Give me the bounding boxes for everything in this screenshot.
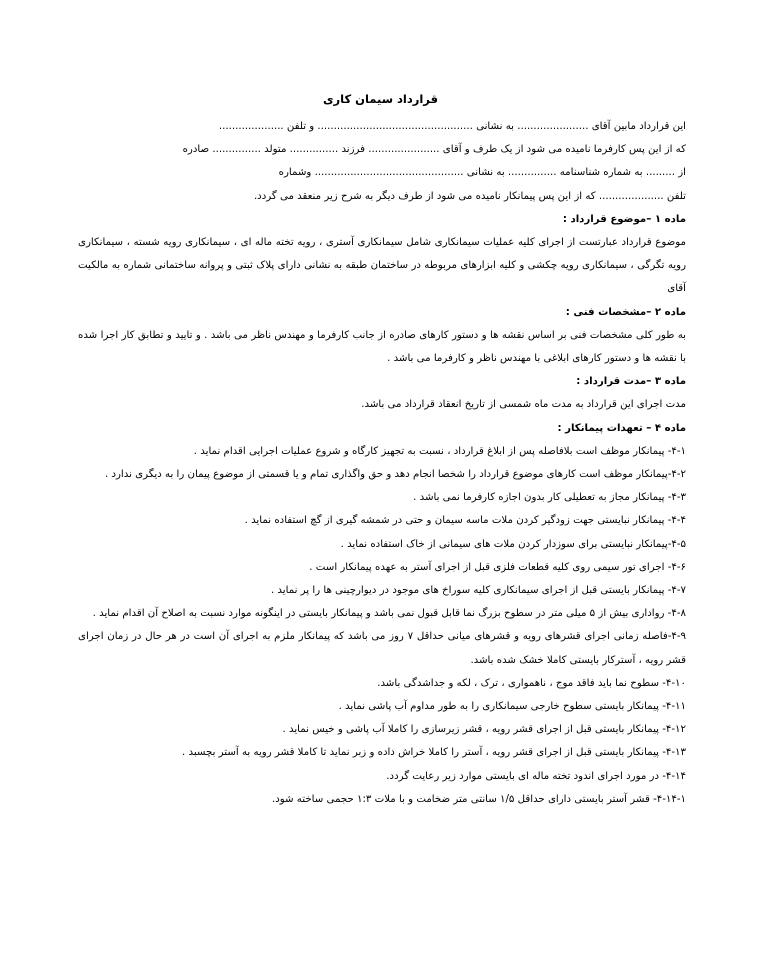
article-4-heading: ماده ۴ – تعهدات پیمانکار : xyxy=(557,422,686,434)
parties-line-4: تلفن .................... که از این پس پیمانکار نامیده می شود از طرف دیگر به شرح زیر منعقد می گردد. xyxy=(253,190,686,202)
parties-line-3: از ......... به شماره شناسنامه ............... به نشانی .............................................. وشماره xyxy=(278,167,686,179)
article-4-item: ۴-۱- پیمانکار موظف است بلافاصله پس از ابلاغ قرارداد ، نسبت به تجهیز کارگاه و شروع عملیات اجرایی اقدام نماید . xyxy=(193,445,686,457)
article-4-item: ۴-۹-فاصله زمانی اجرای قشرهای رویه و قشرهای میانی حداقل ۷ روز می باشد که پیمانکار ملزم به اجرای آن است در هر حال در زمان اجرای قشر رویه ، آسترکار بایستی کاملا خشک شده باشد. xyxy=(78,631,686,666)
article-4-item: ۴-۴- پیمانکار نبایستی جهت زودگیر کردن ملات ماسه سیمان و حتی در شمشه گیری از گچ استفاده نماید . xyxy=(244,515,686,527)
parties-line-2: که از این پس کارفرما نامیده می شود از یک طرف و آقای ...................... فرزند ............... متولد ............... صادره xyxy=(182,144,686,156)
article-4-item: ۴-۸- رواداری بیش از ۵ میلی متر در سطوح بزرگ نما قابل قبول نمی باشد و پیمانکار بایستی در اینگونه موارد نسبت به اصلاح آن اقدام نماید . xyxy=(92,608,686,620)
article-4-item: ۴-۱۴-۱- قشر آستر بایستی دارای حداقل ۱/۵ سانتی متر ضخامت و با ملات ۱:۳ حجمی ساخته شود. xyxy=(271,793,686,805)
article-4-item: ۴-۱۱- پیمانکار بایستی سطوح خارجی سیمانکاری را به طور مداوم آب پاشی نماید . xyxy=(338,700,686,712)
article-4-item: ۴-۲-پیمانکار موظف است کارهای موضوع قرارداد را شخصا انجام دهد و حق واگذاری تمام و یا قسمتی از موضوع پیمان را به دیگری ندارد . xyxy=(104,468,686,480)
article-4-item: ۴-۷- پیمانکار بایستی قبل از اجرای سیمانکاری کلیه سوراخ های موجود در دیوارچینی ها را پر نماید . xyxy=(270,584,686,596)
article-1-text: موضوع قرارداد عبارتست از اجرای کلیه عملیات سیمانکاری شامل سیمانکاری آستری ، رویه تخته ماله ای ، سیمانکاری رویه شسته ، سیمانکاری رویه تگرگی ، سیمانکاری رویه چکشی و کلیه ابزارهای مربوطه در ساختمان طبقه به نشانی دارای پلاک ثبتی و پروانه ساختمانی شماره به مالکیت آقای xyxy=(78,236,686,295)
parties-line-1: این قرارداد مابین آقای ...................... به نشانی ................................................ و تلفن .................... xyxy=(218,121,686,132)
article-2-text: به طور کلی مشخصات فنی بر اساس نقشه ها و دستور کارهای صادره از جانب کارفرما و مهندس ناظر می باشد . و تایید و تطابق کار اجرا شده با نقشه ها و دستور کارهای ابلاغی با مهندس ناظر و کارفرما می باشد . xyxy=(78,329,686,364)
article-3-heading: ماده ۳ –مدت قرارداد : xyxy=(576,376,686,388)
article-4-item: ۴-۱۲- پیمانکار بایستی قبل از اجرای قشر رویه ، قشر زیرسازی را کاملا آب پاشی و خیس نماید . xyxy=(282,724,686,736)
article-3-text: مدت اجرای این قرارداد به مدت ماه شمسی از تاریخ انعقاد قرارداد می باشد. xyxy=(361,399,686,411)
article-4-item: ۴-۱۰- سطوح نما باید فاقد موج ، ناهمواری ، ترک ، لکه و جداشدگی باشد. xyxy=(377,677,686,689)
article-2-heading: ماده ۲ –مشخصات فنی : xyxy=(565,306,686,318)
article-1-heading: ماده ۱ –موضوع قرارداد : xyxy=(562,213,686,225)
article-4-item: ۴-۱۴- در مورد اجرای اندود تخته ماله ای بایستی موارد زیر رعایت گردد. xyxy=(386,770,686,782)
article-4-item: ۴-۳- پیمانکار مجاز به تعطیلی کار بدون اجازه کارفرما نمی باشد . xyxy=(413,492,686,504)
article-4-item: ۴-۱۳- پیمانکار بایستی قبل از اجرای قشر رویه ، آستر را کاملا خراش داده و زبر نماید تا کاملا قشر رویه به آستر بچسبد . xyxy=(182,747,686,759)
article-4-item: ۴-۶- اجرای تور سیمی روی کلیه قطعات فلزی قبل از اجرای آستر به عهده پیمانکار است . xyxy=(309,561,686,573)
article-4-item: ۴-۵-پیمانکار نبایستی برای سوزدار کردن ملات های سیمانی از خاک استفاده نماید . xyxy=(340,538,686,550)
document-title: قرارداد سیمان کاری xyxy=(322,92,438,106)
document-body xyxy=(78,115,686,811)
